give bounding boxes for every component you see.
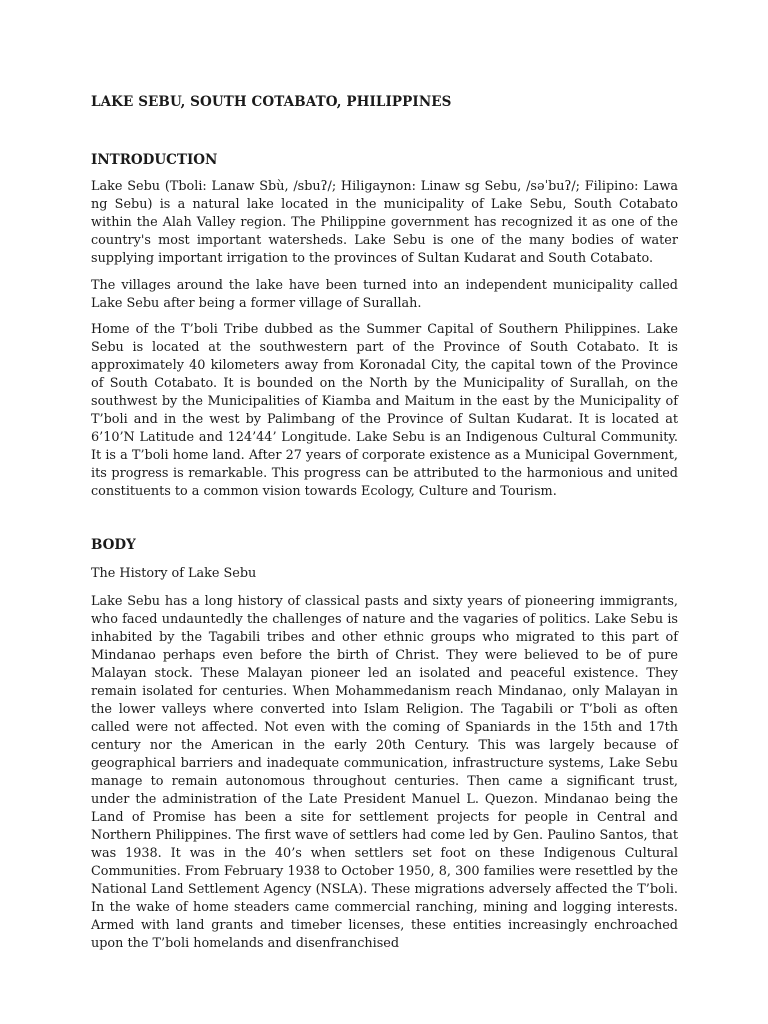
history-paragraph: Lake Sebu has a long history of classical pasts and sixty years of pioneering immigrants, who faced undauntedly the challenges of nature and the vagaries of politics. Lake Sebu is inhabited by the Tagabili tribes and other ethnic groups who migrated to this part of Mindanao perhaps even before the birth of Christ. They were believed to be of pure Malayan stock. These Malayan pioneer led an isolated and peaceful existence. They remain isolated for centuries. When Mohammedanism reach Mindanao, only Malayan in the lower valleys where converted into Islam Religion. The Tagabili or T’boli as often called were not affected. Not even with the coming of Spaniards in the 15th and 17th century nor the American in the early 20th Century. This was largely because of geographical barriers and inadequate communication, infrastructure systems, Lake Sebu manage to remain autonomous throughout centuries. Then came a significant trust, under the administration of the Late President Manuel L. Quezon. Mindanao being the Land of Promise has been a site for settlement projects for people in Central and Northern Philippines. The first wave of settlers had come led by Gen. Paulino Santos, that was 1938. It was in the 40’s when settlers set foot on these Indigenous Cultural Communities. From February 1938 to October 1950, 8, 300 families were resettled by the National Land Settlement Agency (NSLA). These migrations adversely affected the T’boli. In the wake of home steaders came commercial ranching, mining and logging interests. Armed with land grants and timeber licenses, these entities increasingly enchroached upon the T’boli homelands and disenfranchised xyxy=(91,594,678,951)
document-page xyxy=(91,92,678,962)
introduction-paragraph-2: The villages around the lake have been turned into an independent municipality called Lake Sebu after being a former village of Surallah. xyxy=(91,277,678,311)
history-subheading: The History of Lake Sebu xyxy=(91,566,257,581)
document-title: LAKE SEBU, SOUTH COTABATO, PHILIPPINES xyxy=(91,94,452,110)
introduction-paragraph-1: Lake Sebu (Tboli: Lanaw Sbù, /sbuʔ/; Hiligaynon: Linaw sg Sebu, /səˈbuʔ/; Filipino: Lawa ng Sebu) is a natural lake located in the municipality of Lake Sebu, South Cotabato within the Alah Valley region. The Philippine government has recognized it as one of the country's most important watersheds. Lake Sebu is one of the many bodies of water supplying important irrigation to the provinces of Sultan Kudarat and South Cotabato. xyxy=(91,179,678,266)
body-heading: BODY xyxy=(91,537,136,553)
introduction-heading: INTRODUCTION xyxy=(91,152,218,168)
introduction-paragraph-3: Home of the T’boli Tribe dubbed as the Summer Capital of Southern Philippines. Lake Sebu is located at the southwestern part of the Province of South Cotabato. It is approximately 40 kilometers away from Koronadal City, the capital town of the Province of South Cotabato. It is bounded on the North by the Municipality of Surallah, on the southwest by the Municipalities of Kiamba and Maitum in the east by the Municipality of T’boli and in the west by Palimbang of the Province of Sultan Kudarat. It is located at 6’10’N Latitude and 124’44’ Longitude. Lake Sebu is an Indigenous Cultural Community. It is a T’boli home land. After 27 years of corporate existence as a Municipal Government, its progress is remarkable. This progress can be attributed to the harmonious and united constituents to a common vision towards Ecology, Culture and Tourism. xyxy=(91,322,678,499)
